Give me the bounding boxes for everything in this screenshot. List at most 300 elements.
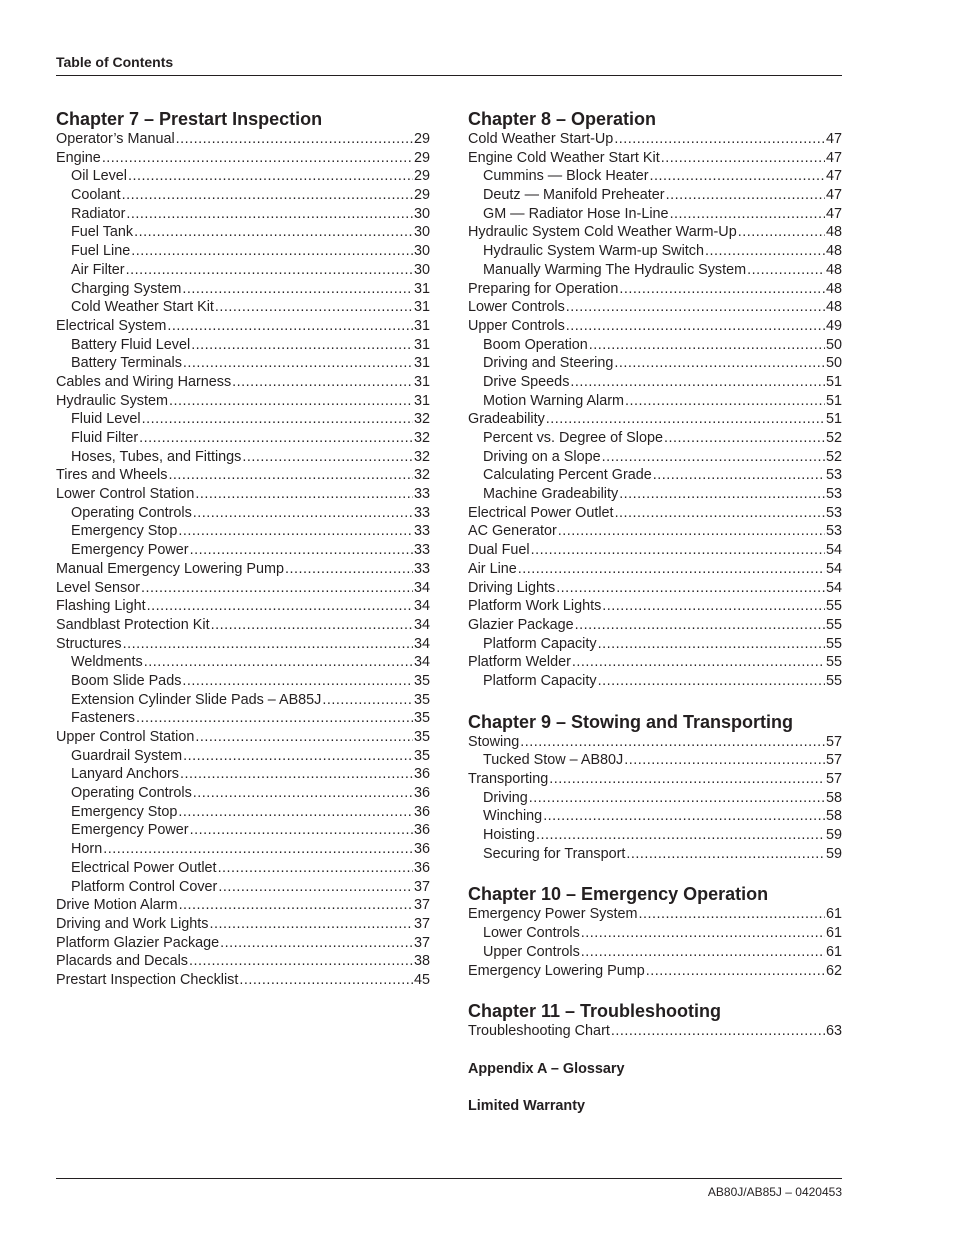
dot-leader <box>193 784 413 803</box>
entry-title: Hoses, Tubes, and Fittings <box>71 448 242 465</box>
dot-leader <box>602 597 825 616</box>
entry-page-number: 47 <box>825 187 842 204</box>
entry-page-number: 33 <box>413 486 430 503</box>
entry-page-number: 34 <box>413 579 430 596</box>
toc-entry[interactable] <box>468 635 842 654</box>
toc-entry[interactable] <box>56 784 430 803</box>
entry-title: Electrical Power Outlet <box>71 859 217 876</box>
entry-page-number: 36 <box>413 859 430 876</box>
toc-entry[interactable] <box>56 205 430 224</box>
entry-title: Extension Cylinder Slide Pads – AB85J <box>71 691 322 708</box>
entry-title: Emergency Stop <box>71 523 178 540</box>
entry-page-number: 31 <box>413 280 430 297</box>
entry-page-number: 34 <box>413 598 430 615</box>
toc-entry[interactable] <box>56 821 430 840</box>
toc-entry[interactable] <box>56 522 430 541</box>
entry-page-number: 55 <box>825 635 842 652</box>
appendix-glossary-heading[interactable]: Appendix A – Glossary <box>468 1060 625 1077</box>
dot-leader <box>122 186 413 205</box>
toc-entry[interactable] <box>468 751 842 770</box>
entry-page-number: 34 <box>413 616 430 633</box>
entry-title: Cummins — Block Heater <box>483 168 649 185</box>
entry-page-number: 51 <box>825 411 842 428</box>
toc-entry[interactable] <box>56 317 430 336</box>
toc-entry[interactable] <box>468 317 842 336</box>
dot-leader <box>193 504 413 523</box>
entry-title: Electrical System <box>56 317 167 334</box>
toc-entry[interactable] <box>56 747 430 766</box>
toc-entry[interactable] <box>468 541 842 560</box>
entry-page-number: 35 <box>413 729 430 745</box>
dot-leader <box>581 924 825 943</box>
entry-page-number: 31 <box>413 373 430 390</box>
entry-page-number: 31 <box>413 392 430 409</box>
entry-page-number: 59 <box>825 845 842 862</box>
chapter-title: Chapter 7 – Prestart Inspection <box>56 109 323 129</box>
dot-leader <box>572 653 825 672</box>
entry-title: Fuel Line <box>71 243 131 260</box>
dot-leader <box>178 803 413 822</box>
entry-title: Engine Cold Weather Start Kit <box>468 149 660 166</box>
entry-page-number: 30 <box>413 224 430 241</box>
dot-leader <box>136 709 413 728</box>
entry-title: Transporting <box>468 771 549 787</box>
dot-leader <box>218 859 413 878</box>
toc-entry[interactable] <box>56 485 430 504</box>
dot-leader <box>670 205 825 224</box>
entry-page-number: 29 <box>413 149 430 166</box>
toc-entry[interactable] <box>468 579 842 598</box>
entry-title: Weldments <box>71 654 143 671</box>
dot-leader <box>322 691 413 710</box>
toc-entry[interactable] <box>56 223 430 242</box>
section-gap <box>468 691 842 711</box>
toc-entry[interactable] <box>56 840 430 859</box>
dot-leader <box>556 579 825 598</box>
entry-page-number: 29 <box>413 168 430 185</box>
entry-page-number: 36 <box>413 785 430 802</box>
toc-entry[interactable] <box>56 541 430 560</box>
dot-leader <box>531 541 825 560</box>
entry-title: Boom Operation <box>483 336 588 353</box>
entry-title: Lower Controls <box>468 299 565 316</box>
toc-entry[interactable] <box>56 504 430 523</box>
entry-page-number: 57 <box>825 771 842 787</box>
chapter-entries <box>56 130 430 990</box>
chapter-title: Chapter 11 – Troubleshooting <box>468 1001 722 1022</box>
toc-entry[interactable] <box>468 733 842 752</box>
toc-entry[interactable] <box>468 130 842 149</box>
toc-entry[interactable] <box>468 242 842 261</box>
dot-leader <box>168 466 413 485</box>
entry-page-number: 29 <box>413 131 430 147</box>
entry-title: Flashing Light <box>56 598 146 615</box>
entry-title: Deutz — Manifold Preheater <box>483 187 665 204</box>
toc-entry[interactable] <box>468 560 842 579</box>
dot-leader <box>189 952 413 971</box>
toc-entry[interactable] <box>56 429 430 448</box>
chapter-entries <box>468 1022 842 1041</box>
toc-entry[interactable] <box>56 896 430 915</box>
entry-page-number: 33 <box>413 523 430 540</box>
toc-entry[interactable] <box>56 261 430 280</box>
toc-entry[interactable] <box>56 878 430 897</box>
entry-page-number: 57 <box>825 733 842 750</box>
toc-entry[interactable] <box>468 298 842 317</box>
toc-entry[interactable] <box>468 616 842 635</box>
dot-leader <box>661 149 825 168</box>
dot-leader <box>614 354 825 373</box>
toc-entry[interactable] <box>468 186 842 205</box>
toc-entry[interactable] <box>56 354 430 373</box>
dot-leader <box>546 410 825 429</box>
entry-title: Electrical Power Outlet <box>468 504 614 521</box>
dot-leader <box>747 261 825 280</box>
entry-page-number: 33 <box>413 560 430 577</box>
entry-title: Driving <box>483 789 528 806</box>
entry-title: Guardrail System <box>71 747 183 764</box>
entry-page-number: 54 <box>825 560 842 577</box>
entry-title: Fluid Filter <box>71 430 139 446</box>
entry-title: Drive Speeds <box>483 373 570 390</box>
dot-leader <box>103 840 413 859</box>
dot-leader <box>182 280 413 299</box>
entry-title: Emergency Power <box>71 822 189 839</box>
toc-entry[interactable] <box>56 709 430 728</box>
entry-title: Driving and Work Lights <box>56 915 209 932</box>
entry-title: Prestart Inspection Checklist <box>56 971 239 988</box>
chapter-title: Chapter 10 – Emergency Operation <box>468 884 769 905</box>
entry-page-number: 33 <box>413 504 430 521</box>
entry-title: Platform Work Lights <box>468 598 602 615</box>
entry-title: Air Line <box>468 560 517 577</box>
dot-leader <box>653 466 825 485</box>
dot-leader <box>178 522 413 541</box>
dot-leader <box>210 915 413 934</box>
dot-leader <box>611 1022 825 1041</box>
entry-title: Driving Lights <box>468 579 556 596</box>
entry-title: Hydraulic System Cold Weather Warm-Up <box>468 224 737 241</box>
entry-title: Cables and Wiring Harness <box>56 373 232 390</box>
toc-entry[interactable] <box>468 826 842 845</box>
entry-page-number: 47 <box>825 131 842 147</box>
dot-leader <box>598 672 825 691</box>
entry-page-number: 53 <box>825 504 842 521</box>
dot-leader <box>220 934 413 953</box>
entry-title: Fasteners <box>71 710 135 727</box>
entry-page-number: 36 <box>413 841 430 858</box>
dot-leader <box>167 317 413 336</box>
dot-leader <box>705 242 825 261</box>
dot-leader <box>598 635 825 654</box>
dot-leader <box>543 807 825 826</box>
toc-entry[interactable] <box>56 915 430 934</box>
dot-leader <box>558 522 825 541</box>
entry-page-number: 53 <box>825 523 842 540</box>
entry-title: Upper Controls <box>468 317 565 334</box>
entry-title: Upper Controls <box>483 943 580 960</box>
toc-entry[interactable] <box>56 971 430 990</box>
entry-title: AC Generator <box>468 523 557 540</box>
toc-entry[interactable] <box>56 672 430 691</box>
entry-title: Coolant <box>71 187 121 204</box>
entry-title: Radiator <box>71 205 126 222</box>
toc-entry[interactable] <box>468 672 842 691</box>
entry-page-number: 55 <box>825 672 842 689</box>
header-rule <box>56 75 842 76</box>
entry-page-number: 50 <box>825 355 842 372</box>
dot-leader <box>126 261 413 280</box>
entry-title: Fluid Level <box>71 411 141 428</box>
toc-entry[interactable] <box>56 635 430 654</box>
toc-entry[interactable] <box>56 691 430 710</box>
toc-entry[interactable] <box>468 943 842 962</box>
dot-leader <box>529 789 825 808</box>
entry-page-number: 36 <box>413 766 430 783</box>
entry-page-number: 53 <box>825 467 842 484</box>
toc-entry[interactable] <box>56 186 430 205</box>
limited-warranty-heading[interactable]: Limited Warranty <box>468 1097 586 1114</box>
entry-title: Sandblast Protection Kit <box>56 616 210 633</box>
toc-entry[interactable] <box>56 934 430 953</box>
toc-entry[interactable] <box>56 298 430 317</box>
entry-page-number: 55 <box>825 616 842 633</box>
toc-entry[interactable] <box>56 803 430 822</box>
entry-title: Battery Terminals <box>71 355 182 372</box>
chapter-entries <box>468 905 842 980</box>
dot-leader <box>179 896 413 915</box>
toc-entry[interactable] <box>468 522 842 541</box>
entry-page-number: 36 <box>413 822 430 839</box>
toc-entry[interactable] <box>56 336 430 355</box>
toc-entry[interactable] <box>468 149 842 168</box>
entry-page-number: 53 <box>825 486 842 503</box>
entry-page-number: 37 <box>413 915 430 932</box>
entry-title: Horn <box>71 841 103 858</box>
entry-title: Winching <box>483 808 543 825</box>
entry-title: Platform Control Cover <box>71 878 218 895</box>
dot-leader <box>285 560 413 579</box>
toc-entry[interactable] <box>468 466 842 485</box>
toc-entry[interactable] <box>56 653 430 672</box>
toc-entry[interactable] <box>56 597 430 616</box>
entry-title: Glazier Package <box>468 616 574 633</box>
toc-entry[interactable] <box>468 485 842 504</box>
toc-entry[interactable] <box>468 962 842 981</box>
dot-leader <box>215 298 413 317</box>
dot-leader <box>191 336 413 355</box>
dot-leader <box>183 747 413 766</box>
toc-entry[interactable] <box>468 789 842 808</box>
toc-entry[interactable] <box>56 167 430 186</box>
entry-page-number: 30 <box>413 243 430 260</box>
toc-entry[interactable] <box>56 466 430 485</box>
entry-title: Level Sensor <box>56 579 140 596</box>
toc-entry[interactable] <box>56 373 430 392</box>
entry-title: Calculating Percent Grade <box>483 467 652 484</box>
toc-entry[interactable] <box>56 728 430 747</box>
toc-entry[interactable] <box>56 579 430 598</box>
toc-entry[interactable] <box>56 560 430 579</box>
entry-page-number: 52 <box>825 430 842 446</box>
toc-entry[interactable] <box>56 859 430 878</box>
dot-leader <box>575 616 825 635</box>
dot-leader <box>242 448 413 467</box>
entry-page-number: 57 <box>825 752 842 769</box>
dot-leader <box>566 298 825 317</box>
entry-page-number: 36 <box>413 803 430 820</box>
entry-page-number: 54 <box>825 579 842 596</box>
entry-title: Battery Fluid Level <box>71 336 191 353</box>
toc-entry[interactable] <box>468 448 842 467</box>
toc-entry[interactable] <box>468 597 842 616</box>
toc-entry[interactable] <box>468 280 842 299</box>
dot-leader <box>139 429 413 448</box>
entry-page-number: 61 <box>825 925 842 942</box>
entry-page-number: 32 <box>413 430 430 446</box>
toc-entry[interactable] <box>468 392 842 411</box>
dot-leader <box>190 821 413 840</box>
toc-entry[interactable] <box>468 1022 842 1041</box>
entry-page-number: 48 <box>825 299 842 316</box>
entry-title: Structures <box>56 635 122 652</box>
dot-leader <box>619 485 825 504</box>
toc-entry[interactable] <box>468 845 842 864</box>
dot-leader <box>589 336 825 355</box>
entry-page-number: 33 <box>413 542 430 559</box>
dot-leader <box>195 485 413 504</box>
toc-entry[interactable] <box>468 336 842 355</box>
entry-page-number: 47 <box>825 168 842 185</box>
toc-entry[interactable] <box>468 167 842 186</box>
dot-leader <box>176 130 413 149</box>
toc-entry[interactable] <box>468 429 842 448</box>
dot-leader <box>625 392 825 411</box>
entry-title: Lanyard Anchors <box>71 766 179 783</box>
entry-title: Emergency Power System <box>468 906 638 923</box>
dot-leader <box>738 223 825 242</box>
entry-page-number: 59 <box>825 827 842 844</box>
entry-page-number: 31 <box>413 355 430 372</box>
toc-left-column <box>56 108 430 990</box>
entry-title: Troubleshooting Chart <box>468 1023 610 1040</box>
toc-entry[interactable] <box>56 952 430 971</box>
toc-entry[interactable] <box>468 205 842 224</box>
toc-entry[interactable] <box>468 261 842 280</box>
toc-entry[interactable] <box>56 448 430 467</box>
toc-entry[interactable] <box>56 242 430 261</box>
entry-page-number: 47 <box>825 205 842 222</box>
section-gap <box>468 980 842 1000</box>
section-gap <box>468 863 842 883</box>
dot-leader <box>211 616 413 635</box>
chapter-title: Chapter 8 – Operation <box>468 109 657 129</box>
entry-title: Hydraulic System <box>56 392 168 409</box>
entry-title: Machine Gradeability <box>483 486 619 503</box>
toc-entry[interactable] <box>468 905 842 924</box>
toc-entry[interactable] <box>56 392 430 411</box>
entry-title: Driving and Steering <box>483 355 614 372</box>
document-id: AB80J/AB85J – 0420453 <box>707 1185 842 1199</box>
entry-page-number: 37 <box>413 897 430 914</box>
entry-page-number: 32 <box>413 448 430 465</box>
entry-page-number: 35 <box>413 747 430 764</box>
toc-entry[interactable] <box>468 410 842 429</box>
toc-entry[interactable] <box>468 807 842 826</box>
entry-page-number: 49 <box>825 317 842 334</box>
entry-page-number: 50 <box>825 336 842 353</box>
dot-leader <box>624 751 825 770</box>
entry-title: Upper Control Station <box>56 729 195 745</box>
dot-leader <box>518 560 825 579</box>
entry-title: Charging System <box>71 280 182 297</box>
entry-title: Fuel Tank <box>71 224 134 241</box>
dot-leader <box>664 429 825 448</box>
entry-title: Manual Emergency Lowering Pump <box>56 560 284 577</box>
toc-entry[interactable] <box>56 149 430 168</box>
entry-page-number: 48 <box>825 280 842 297</box>
toc-right-column <box>468 108 842 1115</box>
entry-title: Placards and Decals <box>56 953 188 970</box>
entry-title: Preparing for Operation <box>468 280 619 297</box>
toc-entry[interactable] <box>468 770 842 789</box>
dot-leader <box>614 130 825 149</box>
entry-page-number: 35 <box>413 691 430 708</box>
entry-page-number: 48 <box>825 261 842 278</box>
toc-entry[interactable] <box>56 616 430 635</box>
toc-entry[interactable] <box>56 130 430 149</box>
entry-page-number: 54 <box>825 542 842 559</box>
entry-title: Percent vs. Degree of Slope <box>483 430 663 446</box>
toc-entry[interactable] <box>56 410 430 429</box>
section-gap <box>468 1078 842 1097</box>
toc-entry[interactable] <box>468 354 842 373</box>
dot-leader <box>602 448 825 467</box>
entry-page-number: 51 <box>825 392 842 409</box>
entry-title: Emergency Stop <box>71 803 178 820</box>
entry-title: Dual Fuel <box>468 542 530 559</box>
toc-entry[interactable] <box>468 373 842 392</box>
entry-title: Oil Level <box>71 168 127 185</box>
entry-title: Tires and Wheels <box>56 467 168 484</box>
page-header-title: Table of Contents <box>56 54 174 70</box>
entry-title: Engine <box>56 149 101 166</box>
dot-leader <box>183 354 413 373</box>
toc-entry[interactable] <box>468 504 842 523</box>
dot-leader <box>615 504 825 523</box>
toc-entry[interactable] <box>468 653 842 672</box>
entry-page-number: 32 <box>413 467 430 484</box>
dot-leader <box>570 373 825 392</box>
entry-page-number: 63 <box>825 1023 842 1040</box>
entry-page-number: 34 <box>413 635 430 652</box>
entry-title: Platform Capacity <box>483 635 597 652</box>
toc-entry[interactable] <box>56 280 430 299</box>
toc-entry[interactable] <box>468 223 842 242</box>
toc-entry[interactable] <box>56 765 430 784</box>
dot-leader <box>128 167 413 186</box>
entry-page-number: 55 <box>825 598 842 615</box>
toc-entry[interactable] <box>468 924 842 943</box>
entry-title: Platform Capacity <box>483 672 597 689</box>
entry-page-number: 48 <box>825 224 842 241</box>
entry-page-number: 37 <box>413 878 430 895</box>
dot-leader <box>650 167 825 186</box>
dot-leader <box>190 541 413 560</box>
entry-page-number: 32 <box>413 411 430 428</box>
entry-page-number: 30 <box>413 261 430 278</box>
dot-leader <box>142 410 413 429</box>
